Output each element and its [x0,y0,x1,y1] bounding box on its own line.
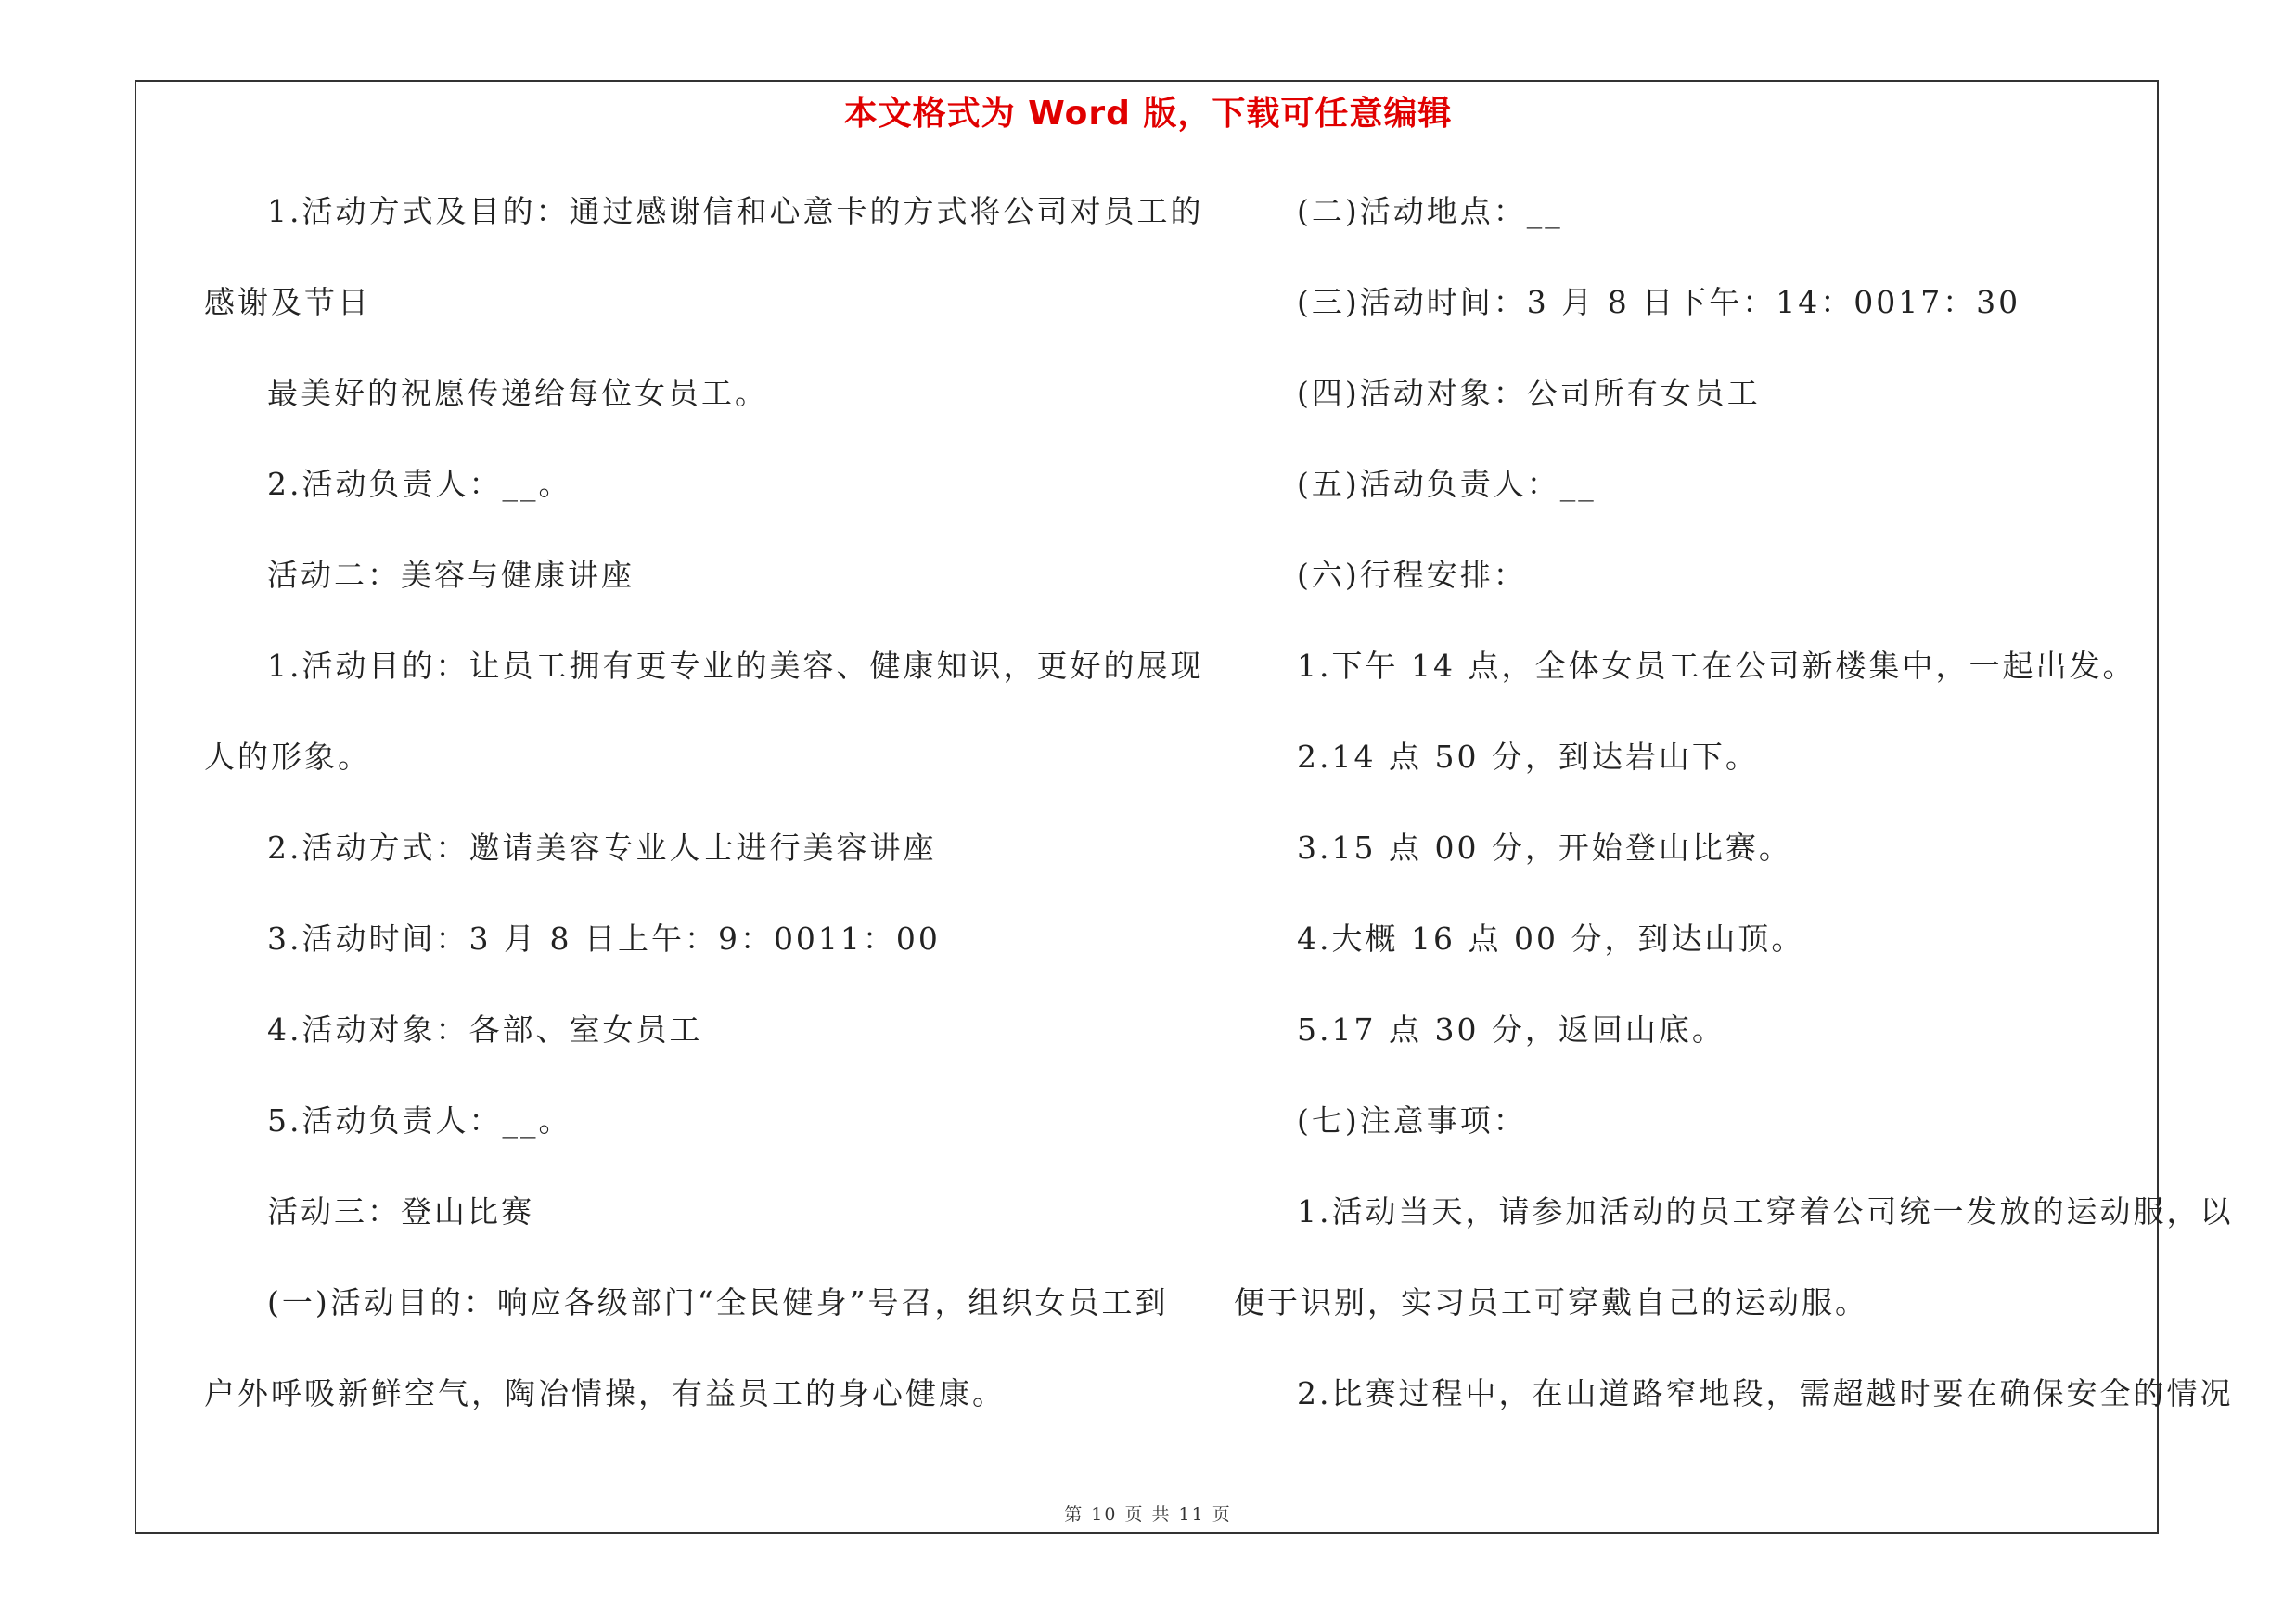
paragraph-line: 1.下午 14 点，全体女员工在公司新楼集中，一起出发。 [1297,648,2136,684]
paragraph-line: 便于识别，实习员工可穿戴自己的运动服。 [1234,1284,1868,1320]
left-text-column [204,184,1204,1457]
paragraph-line: (一)活动目的：响应各级部门“全民健身”号召，组织女员工到 [267,1284,1169,1320]
page-number-footer: 第 10 页 共 11 页 [1064,1504,1232,1525]
paragraph-line: (二)活动地点：__ [1297,193,1563,229]
paragraph-line: 1.活动目的：让员工拥有更专业的美容、健康知识，更好的展现 [267,648,1204,684]
paragraph-line: 1.活动方式及目的：通过感谢信和心意卡的方式将公司对员工的 [267,193,1204,229]
paragraph-line: (六)行程安排： [1297,557,1527,593]
paragraph-line: (七)注意事项： [1297,1102,1527,1139]
paragraph-line: 3.活动时间：3 月 8 日上午：9：0011：00 [267,921,941,957]
paragraph-line: 2.比赛过程中，在山道路窄地段，需超越时要在确保安全的情况 [1297,1375,2234,1411]
paragraph-line: 感谢及节日 [204,284,371,320]
paragraph-line: 2.14 点 50 分，到达岩山下。 [1297,739,1759,775]
paragraph-line: 1.活动当天，请参加活动的员工穿着公司统一发放的运动服，以 [1297,1193,2234,1230]
paragraph-line: 活动三：登山比赛 [267,1193,534,1230]
paragraph-line: 5.17 点 30 分，返回山底。 [1297,1011,1725,1048]
paragraph-line: 2.活动负责人：__。 [267,466,572,502]
paragraph-line: 活动二：美容与健康讲座 [267,557,635,593]
word-format-banner: 本文格式为 Word 版，下载可任意编辑 [843,95,1453,133]
paragraph-line: 人的形象。 [204,739,371,775]
paragraph-line: (四)活动对象：公司所有女员工 [1297,375,1761,411]
paragraph-line: (三)活动时间：3 月 8 日下午：14：0017：30 [1297,284,2021,320]
paragraph-line: 4.大概 16 点 00 分，到达山顶。 [1297,921,1805,957]
paragraph-line: 2.活动方式：邀请美容专业人士进行美容讲座 [267,830,937,866]
right-text-column [1234,184,2234,1457]
paragraph-line: (五)活动负责人：__ [1297,466,1597,502]
paragraph-line: 户外呼吸新鲜空气，陶冶情操，有益员工的身心健康。 [204,1375,1006,1411]
paragraph-line: 3.15 点 00 分，开始登山比赛。 [1297,830,1792,866]
paragraph-line: 最美好的祝愿传递给每位女员工。 [267,375,768,411]
paragraph-line: 4.活动对象：各部、室女员工 [267,1011,703,1048]
paragraph-line: 5.活动负责人：__。 [267,1102,572,1139]
